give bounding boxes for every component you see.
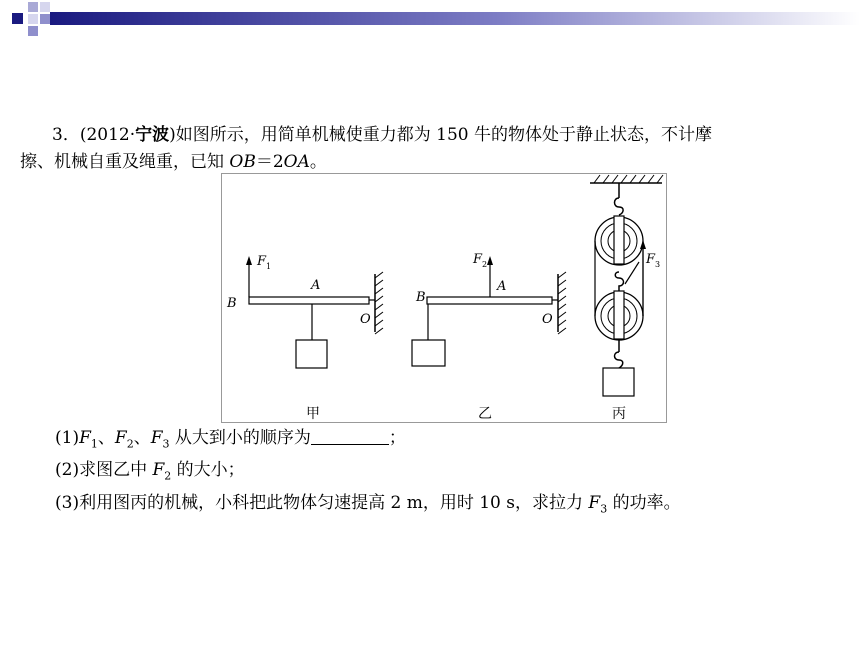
label-f2: F bbox=[473, 252, 483, 267]
svg-text:2: 2 bbox=[482, 260, 488, 269]
label-ob: OB bbox=[229, 152, 256, 172]
caption-bing: 丙 bbox=[612, 406, 626, 422]
label-b-jia: B bbox=[227, 296, 237, 311]
label-oa: OA bbox=[283, 152, 310, 172]
label-o-yi: O bbox=[542, 312, 553, 327]
caption-yi: 乙 bbox=[478, 406, 492, 422]
label-f3: F bbox=[646, 252, 656, 267]
label-b-yi: B bbox=[416, 290, 426, 305]
caption-jia: 甲 bbox=[306, 406, 320, 422]
slide-header-decoration bbox=[0, 0, 860, 45]
mechanics-figure bbox=[221, 173, 667, 423]
svg-text:3: 3 bbox=[655, 260, 661, 269]
question-number: 3．(2012· bbox=[52, 125, 136, 145]
question-source: 宁波 bbox=[135, 125, 170, 145]
label-o-jia: O bbox=[360, 312, 371, 327]
question-line1: )如图所示，用简单机械使重力都为 150 牛的物体处于静止状态，不计摩 bbox=[169, 125, 713, 145]
label-a-yi: A bbox=[497, 279, 507, 294]
question-text: 3．(2012·宁波)如图所示，用简单机械使重力都为 150 牛的物体处于静止状态，不计摩 擦、机械自重及绳重，已知 OB＝2OA。 bbox=[20, 125, 713, 172]
pulley-bing bbox=[590, 175, 663, 396]
label-a-jia: A bbox=[311, 278, 321, 293]
answer-blank bbox=[311, 427, 389, 445]
sub-question-2: (2)求图乙中 $F_2$ 的大小； bbox=[55, 460, 245, 483]
sub-questions bbox=[55, 425, 681, 522]
equals-two: ＝2 bbox=[255, 152, 284, 172]
lever-yi bbox=[412, 256, 566, 366]
question-line2: 擦、机械自重及绳重，已知 bbox=[20, 152, 230, 172]
svg-text:1: 1 bbox=[266, 262, 272, 271]
sub-question-1: $(1)F_1$、$F_2$、$F_3$ 从大到小的顺序为 ； bbox=[55, 428, 406, 451]
sub-question-3: (3)利用图丙的机械，小科把此物体匀速提高 2 m，用时 10 s，求拉力 $F_3$ 的功率。 bbox=[55, 492, 681, 516]
label-f1: F bbox=[257, 254, 267, 269]
